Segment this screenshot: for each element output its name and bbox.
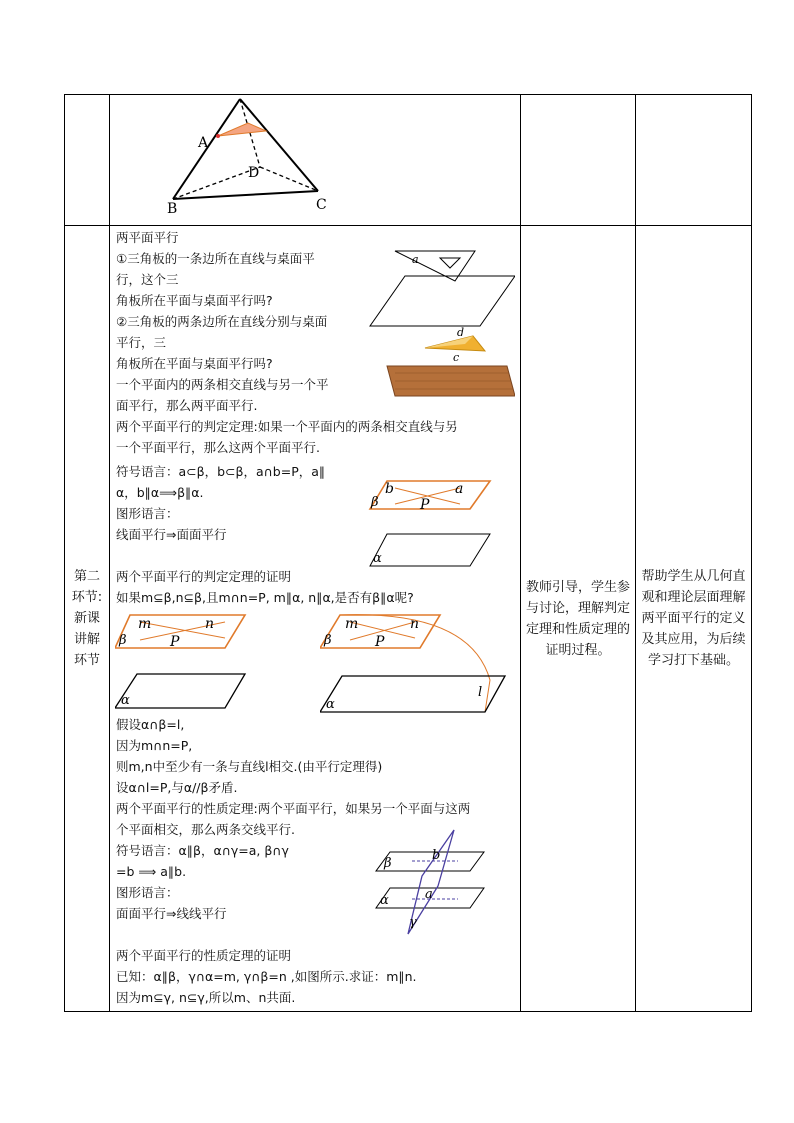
text-line: 符号语言：α∥β，α∩γ=a, β∩γ: [116, 843, 289, 858]
parallel-planes-figure: [365, 476, 515, 571]
label-alpha-plane: α: [373, 551, 382, 566]
text-line: 两平面平行: [116, 230, 179, 245]
label-b: B: [167, 201, 178, 217]
stage-cell-empty: [65, 95, 110, 226]
text-line: 因为m⊆γ, n⊆γ,所以m、n共面.: [116, 990, 296, 1005]
label-c-small: c: [453, 351, 460, 364]
text-line: 角板所在平面与桌面平行吗?: [116, 356, 273, 371]
label-d-small: d: [457, 326, 465, 339]
label-a-property: a: [425, 887, 433, 902]
label-m-right: m: [345, 616, 359, 632]
label-alpha-right: α: [326, 697, 335, 712]
text-line: α，b∥α⟹β∥α.: [116, 485, 204, 500]
text-line: 则m,n中至少有一条与直线l相交.(由平行定理得): [116, 759, 383, 774]
text-line: 线面平行⇒面面平行: [116, 527, 227, 542]
label-gamma-property: γ: [409, 915, 417, 930]
teaching-cell-empty: [521, 95, 636, 226]
text-line: 面平行，那么两平面平行.: [116, 398, 258, 413]
text-line: ①三角板的一条边所在直线与桌面平: [116, 251, 315, 266]
teaching-activity-cell: [521, 226, 636, 1012]
text-line: 两个平面平行的性质定理的证明: [116, 948, 292, 963]
text-line: 因为m∩n=P,: [116, 738, 193, 753]
stage-label: 第二环节:新课讲解环节: [65, 226, 110, 1012]
label-p-left: P: [170, 634, 180, 650]
label-a-plane: a: [455, 481, 464, 497]
text-line: 两个平面平行的判定定理:如果一个平面内的两条相交直线与另: [116, 419, 458, 434]
label-beta-right: β: [324, 633, 332, 648]
label-d: D: [248, 165, 260, 181]
label-a-small: a: [412, 253, 419, 266]
proof-planes-left-figure: [115, 610, 250, 710]
text-line: 角板所在平面与桌面平行吗?: [116, 293, 273, 308]
goal-cell-empty: [636, 95, 752, 226]
text-line: 图形语言：: [116, 506, 179, 521]
text-line: 符号语言：a⊂β，b⊂β，a∩b=P，a∥: [116, 464, 326, 479]
table-row-new-lesson: [65, 226, 752, 1012]
proof-planes-right-figure: [320, 610, 515, 718]
label-alpha-left: α: [121, 693, 130, 708]
text-line: 假设α∩β=l,: [116, 717, 185, 732]
content-cell-new-lesson: [110, 226, 521, 1012]
label-n-left: n: [205, 616, 215, 632]
label-p-plane: P: [420, 497, 430, 513]
label-m-left: m: [138, 616, 152, 632]
text-line: =b ⟹ a∥b.: [116, 864, 187, 879]
label-alpha-property: α: [380, 893, 389, 908]
design-intent-text: 帮助学生从几何直观和理论层面理解两平面平行的定义及其应用，为后续学习打下基础。: [641, 569, 746, 668]
text-line: 两个平面平行的判定定理的证明: [116, 569, 292, 584]
label-beta-plane: β: [371, 495, 379, 510]
label-a: A: [198, 135, 209, 151]
text-line: 平行，三: [116, 335, 167, 350]
label-b-plane: b: [385, 481, 394, 497]
label-n-right: n: [410, 616, 420, 632]
teaching-activity-text: 教师引导，学生参与讨论，理解判定定理和性质定理的证明过程。: [525, 579, 630, 658]
label-beta-property: β: [384, 856, 392, 871]
text-line: 一个平面平行，那么这两个平面平行.: [116, 440, 320, 455]
label-p-right: P: [375, 634, 385, 650]
tetrahedron-figure: [110, 95, 520, 226]
text-line: 面面平行⇒线线平行: [116, 906, 227, 921]
text-line: 个平面相交，那么两条交线平行.: [116, 822, 295, 837]
text-line: ②三角板的两条边所在直线分别与桌面: [116, 314, 328, 329]
text-line: 行，这个三: [116, 272, 179, 287]
text-line: 两个平面平行的性质定理:两个平面平行，如果另一个平面与这两: [116, 801, 471, 816]
design-intent-cell: [636, 226, 752, 1012]
label-l-right: l: [478, 685, 483, 700]
label-b-property: b: [432, 848, 441, 863]
text-line: 设α∩l=P,与α//β矛盾.: [116, 780, 238, 795]
label-beta-left: β: [119, 633, 127, 648]
content-cell-tetrahedron: [110, 95, 521, 226]
ruler-table-figure: [365, 246, 515, 406]
table-row-figure: [65, 95, 752, 226]
property-planes-figure: [372, 826, 497, 936]
lesson-plan-table: [64, 94, 752, 1012]
text-line: 一个平面内的两条相交直线与另一个平: [116, 377, 329, 392]
text-line: 如果m⊆β,n⊆β,且m∩n=P, m∥α, n∥α,是否有β∥α呢?: [116, 590, 414, 605]
text-line: 已知：α∥β，γ∩α=m, γ∩β=n ,如图所示.求证：m∥n.: [116, 969, 417, 984]
label-c: C: [316, 197, 327, 213]
text-line: 图形语言：: [116, 885, 179, 900]
